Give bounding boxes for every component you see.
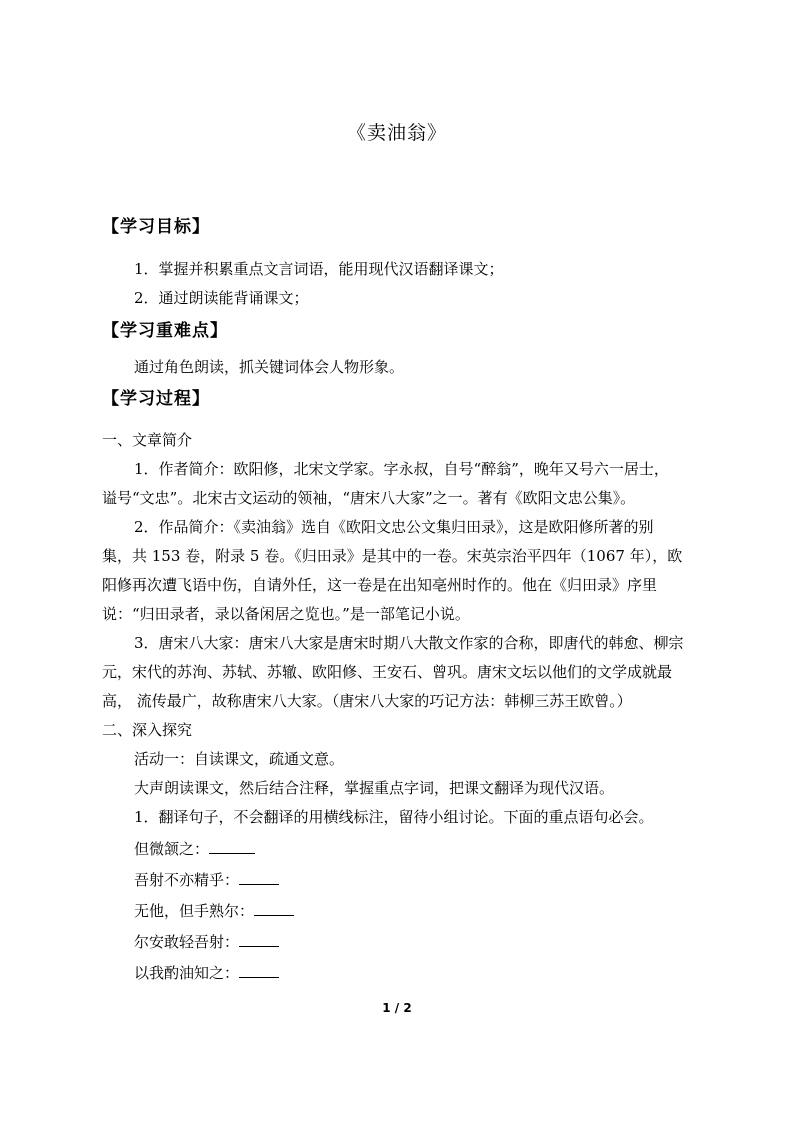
intro-paragraph-line: 说：“归田录者，录以备闲居之览也。”是一部笔记小说。 <box>102 605 470 623</box>
intro-paragraph-line: 3．唐宋八大家：唐宋八大家是唐宋时期八大散文作家的合称，即唐代的韩愈、柳宗 <box>134 634 684 652</box>
answer-blank[interactable] <box>239 963 279 978</box>
intro-paragraph-line: 1．作者简介：欧阳修，北宋文学家。字永叔，自号“醉翁”，晚年又号六一居士， <box>134 460 669 478</box>
explore-section-heading: 二、深入探究 <box>102 721 193 739</box>
translation-item <box>134 931 279 952</box>
intro-paragraph-line: 2．作品简介：《卖油翁》选自《欧阳文忠公文集归田录》，这是欧阳修所著的别 <box>134 518 654 536</box>
document-title: 《卖油翁》 <box>346 122 447 144</box>
translation-item <box>134 869 279 890</box>
key-points-text: 通过角色朗读，抓关键词体会人物形象。 <box>134 358 405 376</box>
intro-paragraph-line: 高， 流传最广，故称唐宋八大家。（唐宋八大家的巧记方法：韩柳三苏王欧曾。） <box>102 692 632 710</box>
intro-paragraph-line: 阳修再次遭飞语中伤，自请外任，这一卷是在出知亳州时作的。他在《归田录》序里 <box>102 576 658 594</box>
translation-sentence: 无他，但手熟尔： <box>134 902 255 920</box>
learning-process-heading: 【学习过程】 <box>102 389 210 409</box>
answer-blank[interactable] <box>239 870 279 885</box>
page-number: 1 / 2 <box>382 1001 412 1015</box>
answer-blank[interactable] <box>209 839 255 854</box>
activity-instruction: 大声朗读课文，然后结合注释，掌握重点字词，把课文翻译为现代汉语。 <box>134 779 615 797</box>
goal-item-2: 2．通过朗读能背诵课文； <box>134 289 309 307</box>
intro-paragraph-line: 集，共 153 卷，附录 5 卷。《归田录》是其中的一卷。宋英宗治平四年（1067 年），欧 <box>102 547 683 565</box>
translation-item <box>134 838 255 859</box>
intro-paragraph-line: 元，宋代的苏洵、苏轼、苏辙、欧阳修、王安石、曾巩。唐宋文坛以他们的文学成就最 <box>102 663 673 681</box>
learning-goals-heading: 【学习目标】 <box>102 217 210 237</box>
translation-sentence: 尔安敢轻吾射： <box>134 933 240 951</box>
translation-item <box>134 900 294 921</box>
activity-one: 活动一：自读课文，疏通文意。 <box>134 750 345 768</box>
key-points-heading: 【学习重难点】 <box>102 321 228 341</box>
translation-sentence: 以我酌油知之： <box>134 964 240 982</box>
intro-paragraph-line: 谥号“文忠”。北宋古文运动的领袖，“唐宋八大家”之一。著有《欧阳文忠公集》。 <box>102 489 636 507</box>
translation-item <box>134 962 279 983</box>
answer-blank[interactable] <box>254 901 294 916</box>
translation-sentence: 吾射不亦精乎： <box>134 871 240 889</box>
translation-task: 1．翻译句子，不会翻译的用横线标注，留待小组讨论。下面的重点语句必会。 <box>134 808 654 826</box>
translation-sentence: 但微颔之： <box>134 840 210 858</box>
intro-section-heading: 一、文章简介 <box>102 431 193 449</box>
goal-item-1: 1．掌握并积累重点文言词语，能用现代汉语翻译课文； <box>134 260 504 278</box>
answer-blank[interactable] <box>239 932 279 947</box>
